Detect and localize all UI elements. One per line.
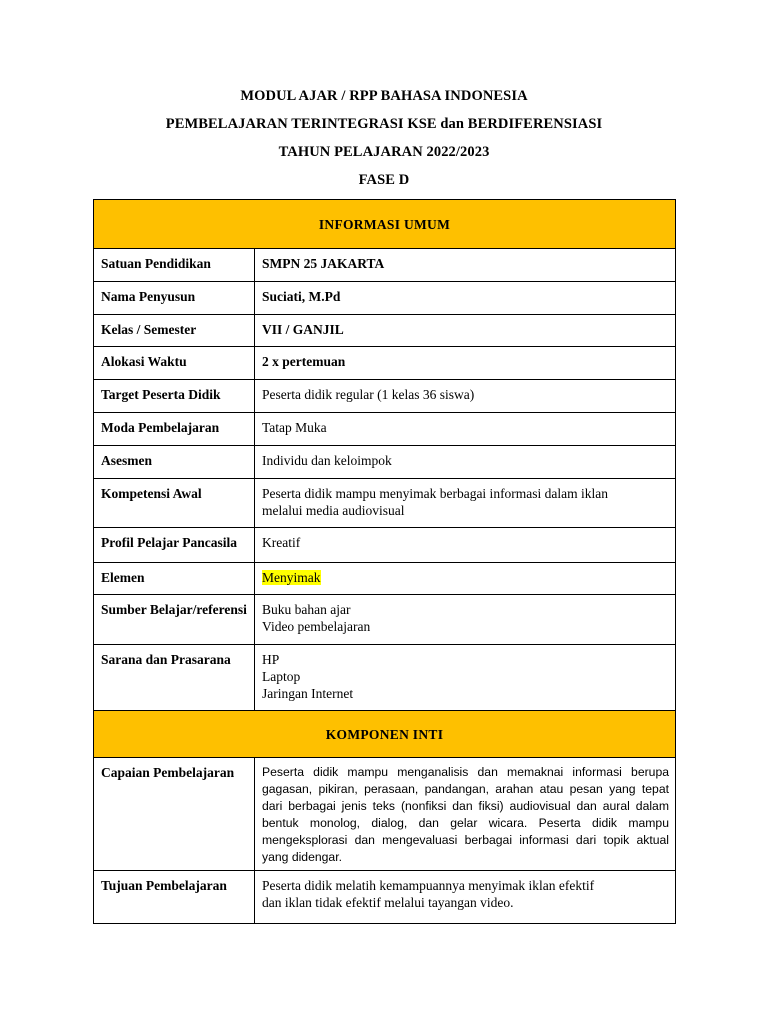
row-label: Capaian Pembelajaran (94, 758, 255, 871)
row-label: Sarana dan Prasarana (94, 645, 255, 711)
value-line: Laptop (262, 669, 301, 684)
row-label: Target Peserta Didik (94, 380, 255, 413)
value-line: Video pembelajaran (262, 619, 371, 634)
section-header-row (94, 200, 676, 249)
row-label: Nama Penyusun (94, 282, 255, 315)
row-label: Asesmen (94, 446, 255, 479)
row-label: Kelas / Semester (94, 315, 255, 347)
value-line: dan iklan tidak efektif melalui tayangan video. (262, 895, 514, 910)
module-table (93, 199, 676, 924)
table-row (94, 446, 676, 479)
row-label: Kompetensi Awal (94, 479, 255, 528)
highlighted-value: Menyimak (262, 570, 321, 585)
row-label: Moda Pembelajaran (94, 413, 255, 446)
value-line: VII / GANJIL (262, 322, 344, 337)
row-label: Sumber Belajar/referensi (94, 595, 255, 645)
row-label: Alokasi Waktu (94, 347, 255, 380)
table-row (94, 595, 676, 645)
value-line: HP (262, 652, 280, 667)
row-value (255, 315, 676, 347)
row-value (255, 479, 676, 528)
value-line: Buku bahan ajar (262, 602, 351, 617)
table-row (94, 871, 676, 924)
value-line: Kreatif (262, 535, 301, 550)
phase-label: FASE D (358, 172, 410, 188)
value-line: Peserta didik mampu menyimak berbagai informasi dalam iklan (262, 486, 609, 501)
table-row (94, 413, 676, 446)
table-row (94, 347, 676, 380)
value-line: Individu dan keloimpok (262, 453, 392, 468)
row-value (255, 446, 676, 479)
row-label: Elemen (94, 563, 255, 595)
row-label: Profil Pelajar Pancasila (94, 528, 255, 563)
value-line: 2 x pertemuan (262, 354, 346, 369)
value-line: SMPN 25 JAKARTA (262, 256, 385, 271)
row-label: Satuan Pendidikan (94, 249, 255, 282)
value-paragraph: Peserta didik mampu menganalisis dan memaknai informasi berupa gagasan, pikiran, perasaan, pandangan, arahan atau pesan yang tepat dari berbagai jenis teks (nonfiksi dan fiksi) audiovisual dan aural dalam bentuk monolog, dialog, dan gelar wicara. Peserta didik mampu mengeksplorasi dan mengevaluasi berbagai informasi dari topik aktual yang didengar. (262, 765, 669, 864)
row-value (255, 871, 676, 924)
row-value (255, 528, 676, 563)
row-value (255, 347, 676, 380)
document-header (0, 86, 768, 198)
table-row (94, 380, 676, 413)
value-line: Suciati, M.Pd (262, 289, 341, 304)
value-line: Tatap Muka (262, 420, 327, 435)
table-row (94, 758, 676, 871)
row-value (255, 413, 676, 446)
table-row (94, 249, 676, 282)
row-value (255, 282, 676, 315)
row-value (255, 758, 676, 871)
table-row (94, 315, 676, 347)
value-line: melalui media audiovisual (262, 503, 405, 518)
document-title: MODUL AJAR / RPP BAHASA INDONESIA (240, 88, 528, 104)
row-value (255, 380, 676, 413)
value-line: Peserta didik melatih kemampuannya menyimak iklan efektif (262, 878, 595, 893)
document-subtitle: PEMBELAJARAN TERINTEGRASI KSE dan BERDIFERENSIASI (165, 116, 603, 132)
table-row (94, 282, 676, 315)
row-value (255, 563, 676, 595)
table-row (94, 479, 676, 528)
row-value (255, 645, 676, 711)
row-label: Tujuan Pembelajaran (94, 871, 255, 924)
value-line: Jaringan Internet (262, 686, 354, 701)
table-row (94, 563, 676, 595)
section-header-informasi-umum: INFORMASI UMUM (94, 200, 676, 249)
section-header-komponen-inti: KOMPONEN INTI (94, 711, 676, 758)
table-row (94, 645, 676, 711)
row-value (255, 595, 676, 645)
table-row (94, 528, 676, 563)
row-value (255, 249, 676, 282)
section-header-row (94, 711, 676, 758)
value-line: Peserta didik regular (1 kelas 36 siswa) (262, 387, 475, 402)
academic-year: TAHUN PELAJARAN 2022/2023 (278, 144, 490, 160)
